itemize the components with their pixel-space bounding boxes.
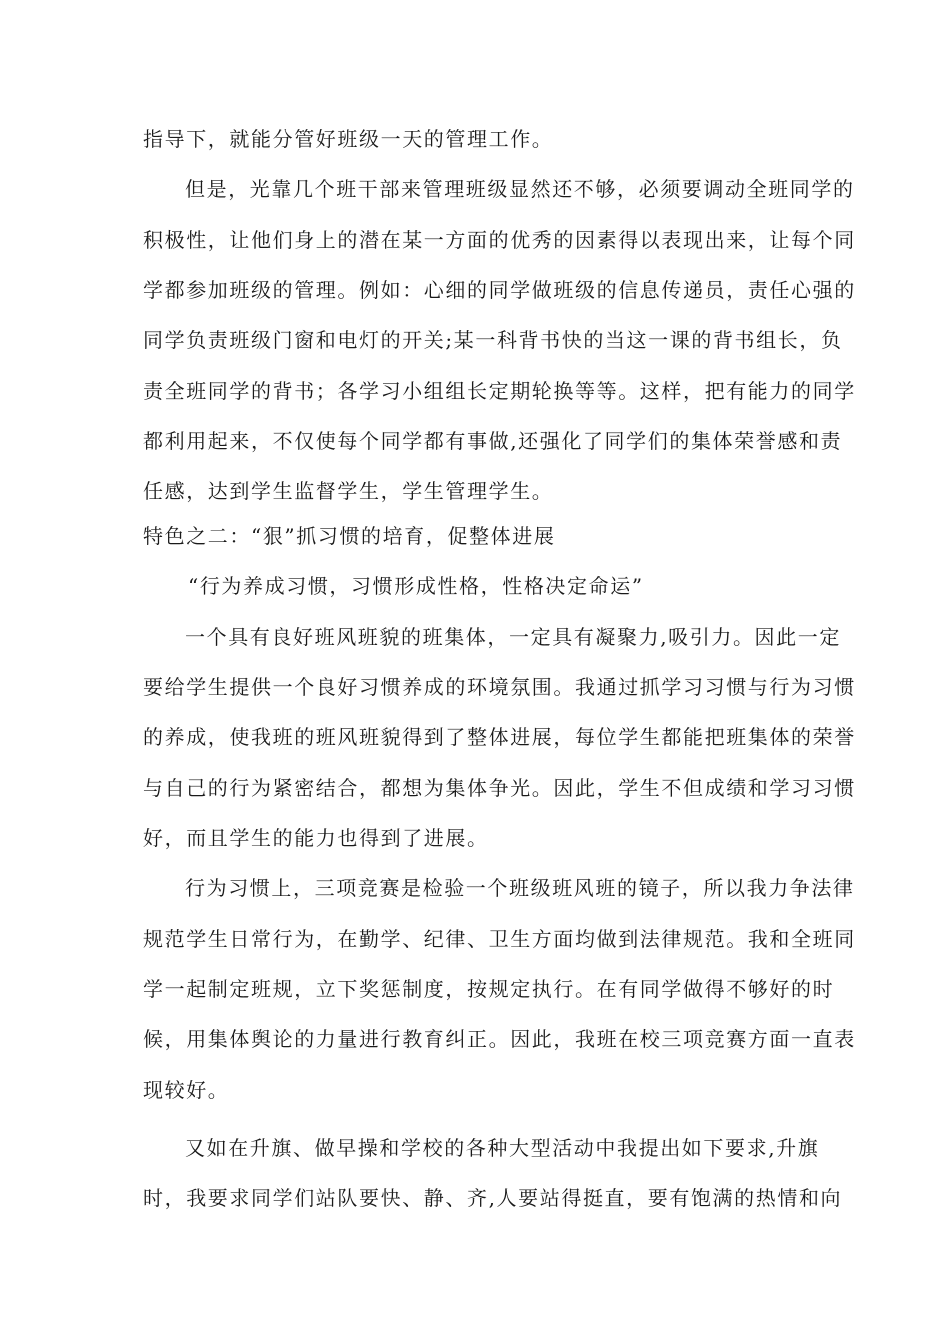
paragraph-line: 同学负责班级门窗和电灯的开关;某一科背书快的当这一课的背书组长，负 (143, 328, 843, 352)
paragraph-line: 学都参加班级的管理。例如：心细的同学做班级的信息传递员，责任心强的 (143, 278, 856, 302)
paragraph-line: 学一起制定班规，立下奖惩制度，按规定执行。在有同学做得不够好的时 (143, 977, 835, 1001)
paragraph-line: 与自己的行为紧密结合，都想为集体争光。因此，学生不但成绩和学习习惯 (143, 776, 856, 800)
paragraph-line: 的养成，使我班的班风班貌得到了整体进展，每位学生都能把班集体的荣誉 (143, 725, 856, 749)
paragraph-line: 但是，光靠几个班干部来管理班级显然还不够，必须要调动全班同学的 (185, 177, 855, 201)
paragraph-line: 任感，达到学生监督学生，学生管理学生。 (143, 479, 554, 503)
paragraph-line: 要给学生提供一个良好习惯养成的环境氛围。我通过抓学习习惯与行为习惯 (143, 675, 856, 699)
paragraph-line: 积极性，让他们身上的潜在某一方面的优秀的因素得以表现出来，让每个同 (143, 228, 856, 252)
section-heading: 特色之二：“狠”抓习惯的培育，促整体进展 (143, 524, 556, 548)
paragraph-line: 现较好。 (143, 1078, 230, 1102)
paragraph-line: 候，用集体舆论的力量进行教育纠正。因此，我班在校三项竞赛方面一直表 (143, 1027, 856, 1051)
paragraph-line: 又如在升旗、做早操和学校的各种大型活动中我提出如下要求,升旗 (185, 1136, 820, 1160)
paragraph-line: 一个具有良好班风班貌的班集体，一定具有凝聚力,吸引力。因此一定 (185, 625, 841, 649)
paragraph-line: 行为习惯上，三项竞赛是检验一个班级班风班的镜子，所以我力争法律 (185, 876, 855, 900)
paragraph-line: 时，我要求同学们站队要快、静、齐,人要站得挺直，要有饱满的热情和向 (143, 1186, 843, 1210)
paragraph-line: 规范学生日常行为，在勤学、纪律、卫生方面均做到法律规范。我和全班同 (143, 927, 856, 951)
quote-line: “行为养成习惯，习惯形成性格，性格决定命运” (188, 574, 644, 598)
paragraph-line: 好，而且学生的能力也得到了进展。 (143, 826, 489, 850)
paragraph-line: 指导下，就能分管好班级一天的管理工作。 (143, 127, 554, 151)
paragraph-line: 责全班同学的背书；各学习小组组长定期轮换等等。这样，把有能力的同学 (143, 379, 856, 403)
paragraph-line: 都利用起来，不仅使每个同学都有事做,还强化了同学们的集体荣誉感和责 (143, 429, 843, 453)
